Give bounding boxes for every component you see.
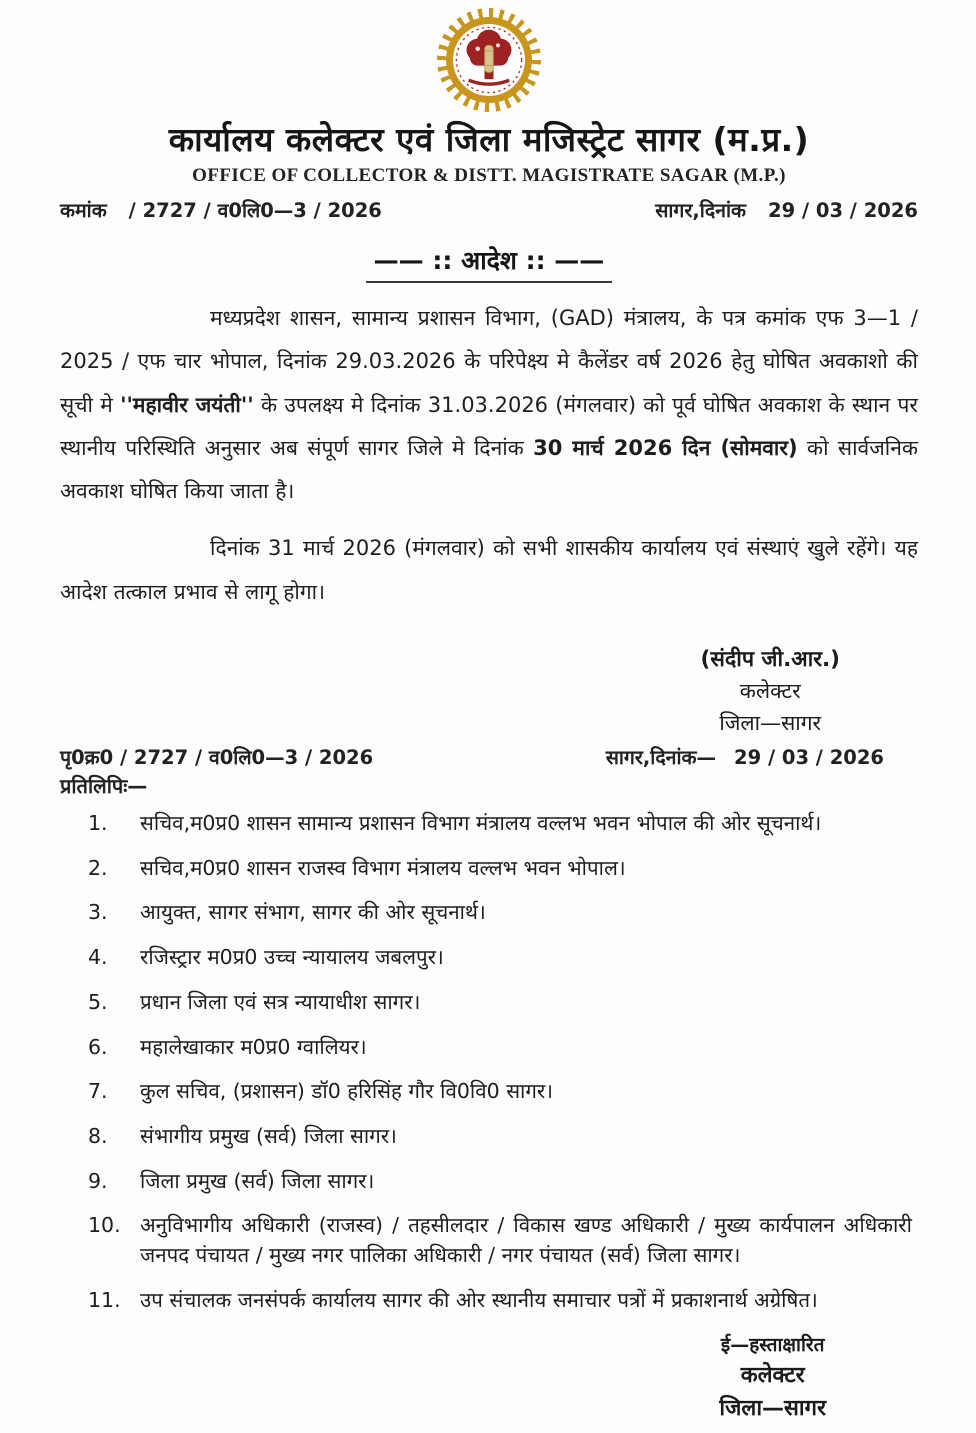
list-item: 5. प्रधान जिला एवं सत्र न्यायाधीश सागर।	[88, 989, 421, 1014]
emblem-inner-circle	[453, 24, 525, 96]
order-paragraph-2: दिनांक 31 मार्च 2026 (मंगलवार) को सभी शासकीय कार्यालय एवं संस्थाएं खुले रहेंगे। यह आदेश तत्काल प्रभाव से लागू होगा।	[60, 536, 918, 604]
copy-list-heading: प्रतिलिपिः—	[60, 774, 148, 798]
holiday-name-bold: ''महावीर जयंती''	[120, 392, 254, 417]
signatory-designation: कलेक्टर	[739, 679, 801, 703]
endorsement-place-date: सागर,दिनांक— 29 / 03 / 2026	[605, 746, 884, 769]
emblem-container	[60, 8, 918, 112]
list-item: 11. उप संचालक जनसंपर्क कार्यालय सागर की ओर स्थानीय समाचार पत्रों में प्रकाशनार्थ अग्रेषित।	[88, 1287, 818, 1312]
new-holiday-date-bold: 30 मार्च 2026 दिन (सोमवार)	[533, 435, 798, 460]
office-title-hindi: कार्यालय कलेक्टर एवं जिला मजिस्ट्रेट सागर (म.प्र.)	[168, 120, 810, 159]
signatory-district: जिला—सागर	[719, 710, 822, 735]
order-paragraph-1: मध्यप्रदेश शासन, सामान्य प्रशासन विभाग, (GAD) मंत्रालय, के पत्र कमांक एफ 3—1 / 2025 / एफ चार भोपाल, दिनांक 29.03.2026 के परिपेक्ष्य मे कैलेंडर वर्ष 2026 हेतु घोषित अवकाशो की सूची मे ''महावीर जयंती'' के उपलक्ष्य मे दिनांक 31.03.2026 (मंगलवार) को पूर्व घोषित अवकाश के स्थान पर स्थानीय परिस्थिति अनुसार अब संपूर्ण सागर जिले मे दिनांक 30 मार्च 2026 दिन (सोमवार) को सार्वजनिक अवकाश घोषित किया जाता है।	[60, 306, 918, 503]
list-item: 7. कुल सचिव, (प्रशासन) डॉ0 हरिसिंह गौर वि0वि0 सागर।	[88, 1079, 554, 1104]
endorsement-row	[60, 743, 918, 770]
copy-distribution-list	[60, 809, 918, 1316]
office-title-english: OFFICE OF COLLECTOR & DISTT. MAGISTRATE SAGAR (M.P.)	[192, 165, 786, 186]
mp-state-emblem-icon	[437, 8, 541, 112]
list-item: 4. रजिस्ट्रार म0प्र0 उच्च न्यायालय जबलपुर।	[88, 945, 444, 970]
footer-designation: कलेक्टर	[740, 1363, 805, 1389]
reference-number: कमांक / 2727 / व0लि0—3 / 2026	[60, 199, 382, 222]
list-item: 6. महालेखाकार म0प्र0 ग्वालियर।	[88, 1034, 367, 1059]
footer-district: जिला—सागर	[719, 1396, 826, 1422]
list-item: 9. जिला प्रमुख (सर्व) जिला सागर।	[88, 1168, 375, 1193]
endorsement-number: पृ0क्र0 / 2727 / व0लि0—3 / 2026	[60, 746, 374, 769]
list-item: 1. सचिव,म0प्र0 शासन सामान्य प्रशासन विभाग मंत्रालय वल्लभ भवन भोपाल की ओर सूचनार्थ।	[88, 811, 822, 835]
issue-place-date: सागर,दिनांक 29 / 03 / 2026	[655, 199, 918, 222]
list-item: 2. सचिव,म0प्र0 शासन राजस्व विभाग मंत्रालय वल्लभ भवन भोपाल।	[88, 855, 626, 880]
reference-row	[60, 196, 918, 223]
list-item: 3. आयुक्त, सागर संभाग, सागर की ओर सूचनार्थ।	[88, 900, 486, 925]
banyan-tree-pillar-icon	[453, 24, 525, 96]
list-item: 10. अनुविभागीय अधिकारी (राजस्व) / तहसीलदार / विकास खण्ड अधिकारी / मुख्य कार्यपालन अधिकारी जनपद पंचायत / मुख्य नगर पालिका अधिकारी / नगर पंचायत (सर्व) जिला सागर।	[88, 1213, 912, 1268]
esign-footer-block	[719, 1331, 826, 1426]
signatory-name: (संदीप जी.आर.)	[700, 646, 840, 672]
list-item: 8. संभागीय प्रमुख (सर्व) जिला सागर।	[88, 1124, 397, 1149]
esign-note: ई—हस्ताक्षारित	[720, 1333, 825, 1356]
signature-block	[701, 644, 841, 739]
order-heading: —— :: आदेश :: ——	[366, 243, 613, 283]
